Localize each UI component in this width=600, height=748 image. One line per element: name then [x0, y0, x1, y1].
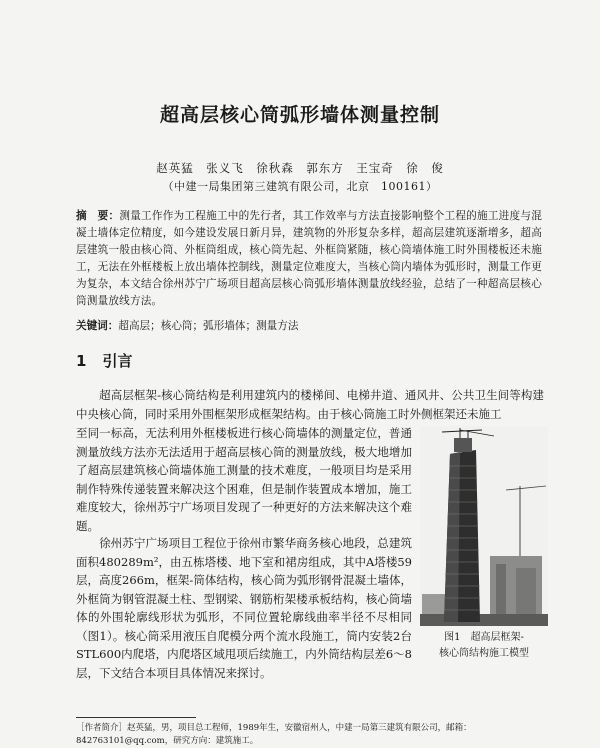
- paper-title: 超高层核心筒弧形墙体测量控制: [159, 104, 440, 126]
- figure-1-building-model: [420, 426, 548, 626]
- figure-caption-line-2: 核心筒结构施工模型: [439, 648, 529, 659]
- affiliation: （中建一局集团第三建筑有限公司，北京 100161）: [162, 180, 438, 193]
- author-list: 赵英猛 张义飞 徐秋森 郭东方 王宝奇 徐 俊: [156, 161, 444, 175]
- abstract-text: 测量工作作为工程施工中的先行者，其工作效率与方法直接影响整个工程的施工进度与混凝土墙体定位精度，如今建设发展日新月异，建筑物的外形复杂多样，超高层建筑逐渐增多，超高层建筑一般由核心筒、外框筒组成，核心筒先起、外框筒紧随，核心筒墙体施工时外围楼板还未施工，无法在外框楼板上放出墙体控制线，测量定位难度大，当核心筒内墙体为弧形时，测量工作更为复杂，本文结合徐州苏宁广场项目超高层核心筒弧形墙体测量放线经验，总结了一种超高层核心筒测量放线方法。: [76, 210, 542, 307]
- abstract: [76, 208, 542, 310]
- section-number: 1: [76, 352, 87, 370]
- keywords-text: 超高层；核心筒；弧形墙体；测量方法: [118, 320, 299, 332]
- building-model-image: [420, 426, 548, 626]
- abstract-label: 摘 要：: [76, 210, 120, 222]
- figure-caption-line-1: 图1 超高层框架-: [444, 632, 524, 643]
- keywords-label: 关键词：: [76, 320, 119, 332]
- keywords: [76, 318, 542, 334]
- intro-paragraph-1-text: 超高层框架-核心筒结构是利用建筑内的楼梯间、电梯井道、通风井、公共卫生间等构建中央核心筒，同时采用外围框架形成框架结构。由于核心筒施工时外侧框架还未施工: [76, 388, 544, 421]
- section-title: 引言: [102, 352, 133, 370]
- author-footnote: ［作者简介］赵英猛，男，项目总工程师，1989年生，安徽宿州人，中建一局第三建筑有限公司，邮箱：842763101@qq.com，研究方向：建筑施工。: [76, 723, 472, 746]
- figure-caption: [420, 630, 548, 662]
- section-heading: [76, 350, 132, 371]
- footnote-divider: [76, 717, 196, 718]
- intro-paragraph-3: [76, 534, 412, 682]
- intro-paragraph-1: [76, 386, 544, 423]
- intro-paragraph-3-text: 徐州苏宁广场项目工程位于徐州市繁华商务核心地段，总建筑面积480289m²，由五栋塔楼、地下室和裙房组成，其中A塔楼59层，高度266m，框架-筒体结构，核心筒为弧形钢骨混凝土墙体，外框筒为钢管混凝土柱、型钢梁、钢筋桁架楼承板结构，核心筒墙体的外围轮廓线形状为弧形，不同位置轮廓线曲率半径不尽相同（图1）。核心筒采用液压自爬模分两个流水段施工，筒内安装2台STL600内爬塔，内爬塔区域甩项后续施工，内外筒结构层差6～8层，下文结合本项目具体情况来探讨。: [76, 536, 412, 680]
- intro-paragraph-2: 至同一标高，无法利用外框楼板进行核心筒墙体的测量定位，普通测量放线方法亦无法适用于超高层核心筒的测量放线，极大地增加了超高层建筑核心筒墙体施工测量的技术难度，一般项目均是采用制作特殊传递装置来解决这个困难，但是制作装置成本增加，施工难度较大，徐州苏宁广场项目发现了一种更好的方法来解决这个难题。: [76, 426, 412, 533]
